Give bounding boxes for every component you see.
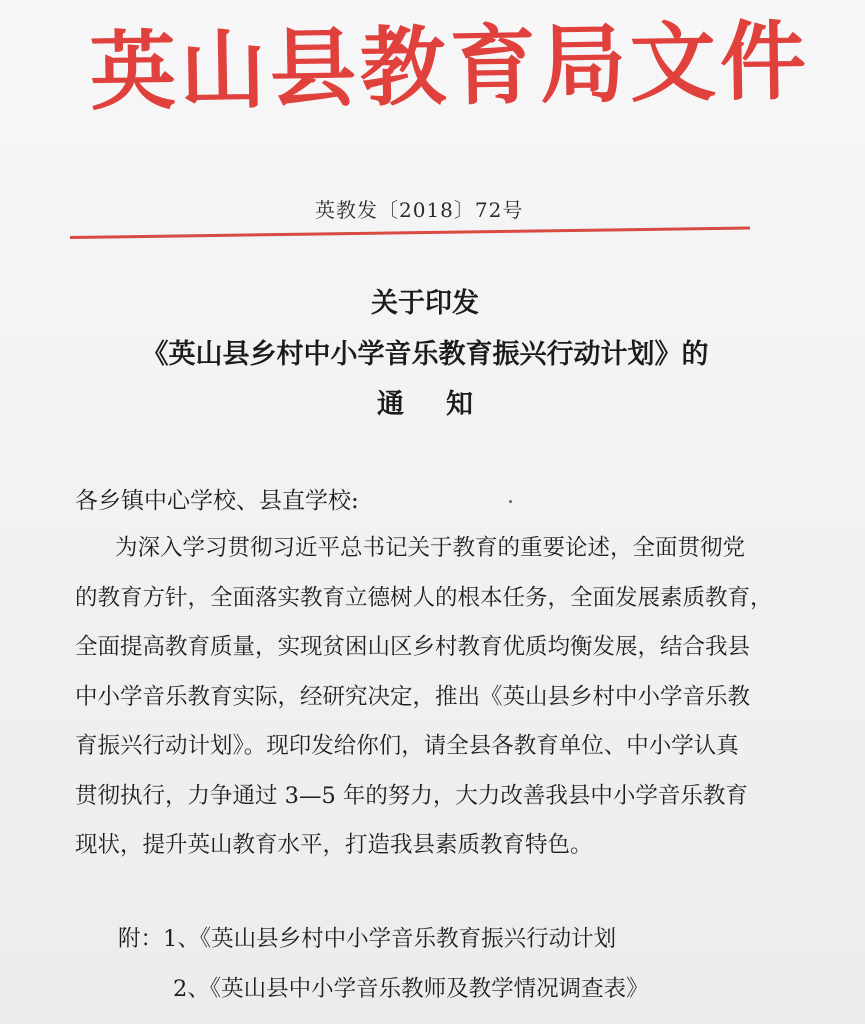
body-line: 育振兴行动计划》。现印发给你们，请全县各教育单位、中小学认真 [75, 733, 739, 759]
red-divider-line [70, 227, 750, 239]
notice-title-line3: 通知 [377, 389, 515, 420]
attachments-list [118, 914, 758, 1014]
issuing-authority-title: 英山县教育局文件 [89, 11, 811, 123]
attachment-item-2: 2、《英山县中小学音乐教师及教学情况调查表》 [173, 976, 649, 1002]
notice-title [115, 285, 735, 424]
notice-title-line1: 关于印发 [371, 288, 479, 319]
body-line: 的教育方针，全面落实教育立德树人的根本任务，全面发展素质教育， [75, 584, 773, 611]
body-line: 为深入学习贯彻习近平总书记关于教育的重要论述，全面贯彻党 [115, 535, 746, 561]
document-number: 英教发〔2018〕72号 [315, 198, 524, 222]
body-line: 中小学音乐教育实际，经研究决定，推出《英山县乡村中小学音乐教 [75, 683, 751, 710]
ink-speck [509, 500, 512, 503]
body-line: 全面提高教育质量，实现贫困山区乡村教育优质均衡发展，结合我县 [75, 634, 751, 660]
salutation: 各乡镇中心学校、县直学校: [75, 488, 359, 514]
notice-title-line2: 《英山县乡村中小学音乐教育振兴行动计划》的 [141, 339, 709, 370]
body-paragraph [75, 524, 780, 871]
attachment-item-1: 附：1、《英山县乡村中小学音乐教育振兴行动计划 [118, 926, 617, 952]
body-line: 贯彻执行，力争通过 3—5 年的努力，大力改善我县中小学音乐教育 [75, 782, 748, 809]
body-line: 现状，提升英山教育水平，打造我县素质教育特色。 [75, 832, 593, 858]
